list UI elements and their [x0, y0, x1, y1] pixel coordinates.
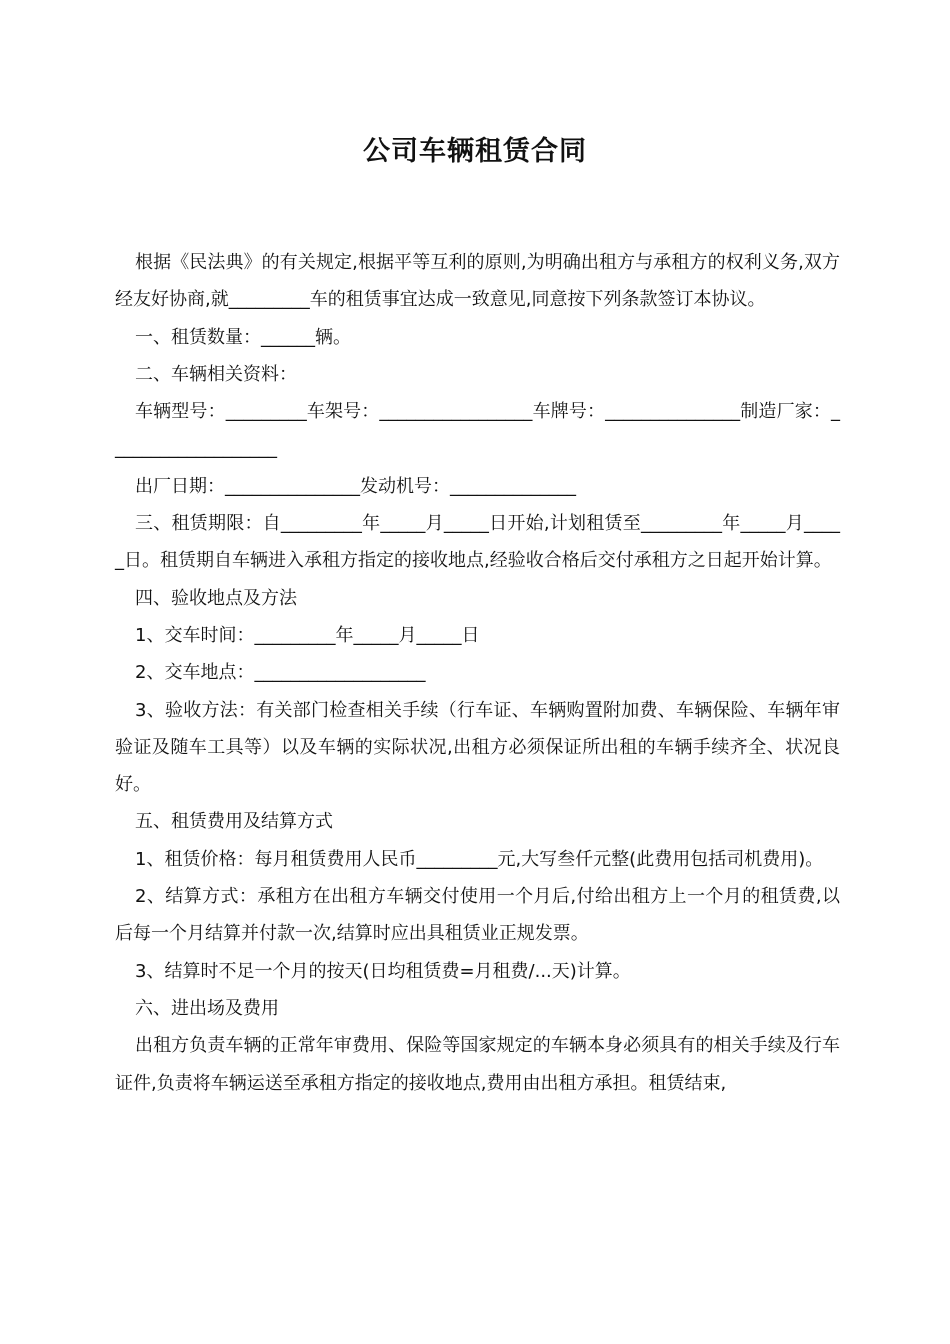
- paragraph-partial-month: 3、结算时不足一个月的按天(日均租赁费=月租费/...天)计算。: [135, 960, 631, 982]
- paragraph-delivery-time: 1、交车时间：_________年_____月_____日: [135, 624, 480, 646]
- paragraph-vehicle-model: 车辆型号：_________车架号：_________________车牌号：_______________制造厂家：___________________: [115, 401, 840, 460]
- paragraph-fees-heading: 五、租赁费用及结算方式: [135, 811, 333, 833]
- paragraph-inspection-heading: 四、验收地点及方法: [135, 587, 297, 609]
- document-body: [115, 244, 840, 1102]
- paragraph-entry-exit-heading: 六、进出场及费用: [135, 997, 279, 1019]
- paragraph-rental-price: 1、租赁价格：每月租赁费用人民币_________元,大写叁仟元整(此费用包括司机费用)。: [135, 848, 824, 870]
- paragraph-rental-term: 三、租赁期限：自_________年_____月_____日开始,计划租赁至_________年_____月_____日。租赁期自车辆进入承租方指定的接收地点,经验收合格后交付承租方之日起开始计算。: [115, 513, 840, 572]
- document-title: 公司车辆租赁合同: [363, 136, 587, 167]
- paragraph-intro: 根据《民法典》的有关规定,根据平等互利的原则,为明确出租方与承租方的权利义务,双方经友好协商,就_________车的租赁事宜达成一致意见,同意按下列条款签订本协议。: [115, 252, 840, 311]
- paragraph-settlement-method: 2、结算方式：承租方在出租方车辆交付使用一个月后,付给出租方上一个月的租赁费,以后每一个月结算并付款一次,结算时应出具租赁业正规发票。: [115, 886, 840, 945]
- paragraph-vehicle-info-heading: 二、车辆相关资料：: [135, 363, 297, 385]
- paragraph-delivery-location: 2、交车地点：___________________: [135, 662, 426, 684]
- paragraph-rental-quantity: 一、租赁数量：______辆。: [135, 326, 351, 348]
- paragraph-lessor-responsibility: 出租方负责车辆的正常年审费用、保险等国家规定的车辆本身必须具有的相关手续及行车证件,负责将车辆运送至承租方指定的接收地点,费用由出租方承担。租赁结束,: [115, 1035, 840, 1094]
- paragraph-inspection-method: 3、验收方法：有关部门检查相关手续（行车证、车辆购置附加费、车辆保险、车辆年审验证及随车工具等）以及车辆的实际状况,出租方必须保证所出租的车辆手续齐全、状况良好。: [115, 699, 840, 796]
- paragraph-manufacture-date: 出厂日期：_______________发动机号：______________: [135, 475, 576, 497]
